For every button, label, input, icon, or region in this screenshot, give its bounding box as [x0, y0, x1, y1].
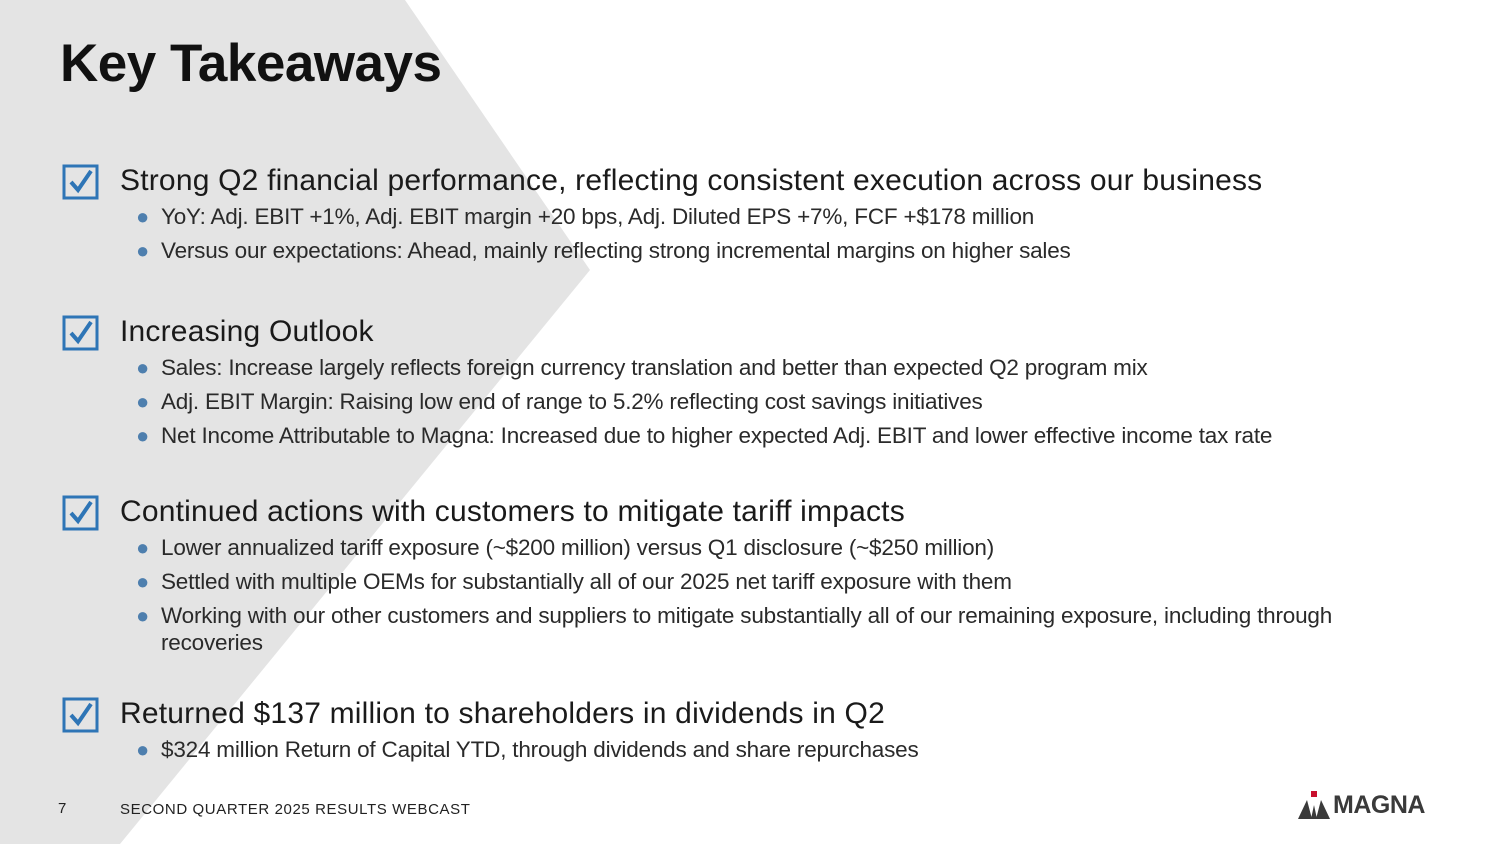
page-number: 7 — [58, 800, 67, 817]
bullet-text: Working with our other customers and suppliers to mitigate substantially all of our remaining exposure, including through recoveries — [161, 603, 1333, 655]
checked-box-icon — [62, 163, 100, 201]
bullet-dot-icon: ● — [136, 423, 150, 448]
bullet-text: Versus our expectations: Ahead, mainly reflecting strong incremental margins on higher sales — [161, 238, 1071, 263]
checked-box-icon — [62, 314, 100, 352]
bullet-item — [134, 534, 1404, 561]
bullet-dot-icon: ● — [136, 535, 150, 560]
takeaway-heading: Returned $137 million to shareholders in dividends in Q2 — [120, 697, 885, 730]
bullet-item — [134, 422, 1404, 449]
takeaway-heading: Continued actions with customers to mitigate tariff impacts — [120, 495, 905, 528]
bullet-text: Sales: Increase largely reflects foreign currency translation and better than expected Q2 program mix — [161, 355, 1148, 380]
bullet-text: Net Income Attributable to Magna: Increased due to higher expected Adj. EBIT and lower effective income tax rate — [161, 423, 1273, 448]
magna-logo — [1297, 789, 1425, 821]
bullet-list — [134, 534, 1404, 663]
bullet-list — [134, 354, 1404, 456]
bullet-dot-icon: ● — [136, 603, 150, 628]
bullet-dot-icon: ● — [136, 355, 150, 380]
takeaway-heading: Strong Q2 financial performance, reflecting consistent execution across our business — [120, 164, 1263, 197]
bullet-list — [134, 736, 1404, 770]
bullet-item — [134, 736, 1404, 763]
bullet-text: $324 million Return of Capital YTD, through dividends and share repurchases — [161, 737, 919, 762]
footer-event-title: SECOND QUARTER 2025 RESULTS WEBCAST — [120, 801, 471, 818]
bullet-dot-icon: ● — [136, 389, 150, 414]
bullet-dot-icon: ● — [136, 737, 150, 762]
bullet-item — [134, 237, 1404, 264]
bullet-item — [134, 354, 1404, 381]
bullet-text: Adj. EBIT Margin: Raising low end of range to 5.2% reflecting cost savings initiatives — [161, 389, 983, 414]
bullet-dot-icon: ● — [136, 238, 150, 263]
logo-wordmark: MAGNA — [1333, 790, 1425, 819]
bullet-item — [134, 388, 1404, 415]
magna-logo-icon — [1297, 790, 1331, 820]
bullet-item — [134, 568, 1404, 595]
bullet-dot-icon: ● — [136, 569, 150, 594]
bullet-item — [134, 602, 1404, 656]
bullet-text: Settled with multiple OEMs for substantially all of our 2025 net tariff exposure with them — [161, 569, 1012, 594]
bullet-dot-icon: ● — [136, 204, 150, 229]
page-title: Key Takeaways — [60, 34, 442, 93]
bullet-text: Lower annualized tariff exposure (~$200 million) versus Q1 disclosure (~$250 million) — [161, 535, 995, 560]
bullet-item — [134, 203, 1404, 230]
takeaway-heading: Increasing Outlook — [120, 315, 374, 348]
bullet-list — [134, 203, 1404, 271]
checked-box-icon — [62, 696, 100, 734]
checked-box-icon — [62, 494, 100, 532]
bullet-text: YoY: Adj. EBIT +1%, Adj. EBIT margin +20 bps, Adj. Diluted EPS +7%, FCF +$178 million — [161, 204, 1035, 229]
